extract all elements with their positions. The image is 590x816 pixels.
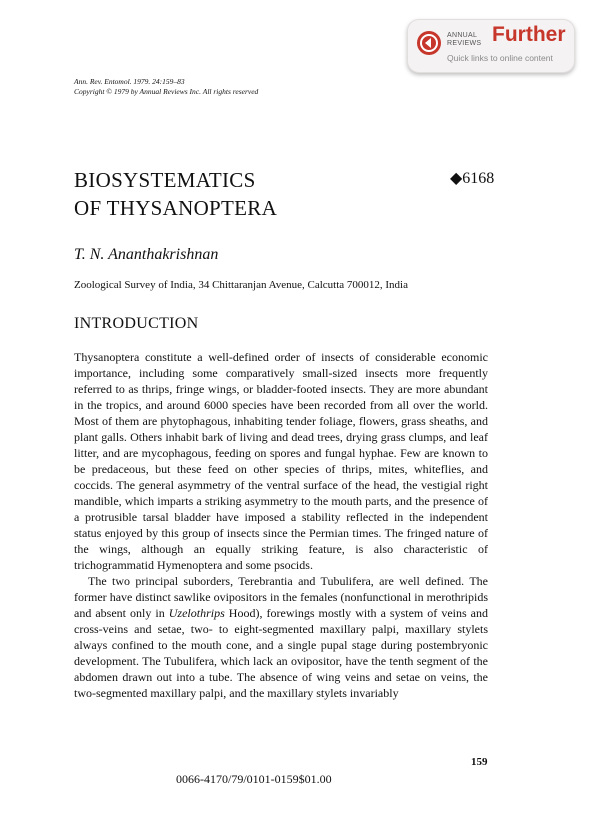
paragraph-2: The two principal suborders, Terebrantia and Tubulifera, are well defined. The former have distinct sawlike ovipositors in the females (nonfunctional in merothripids and absent only in Uzelothrips Hood), forewings mostly with a system of veins and cross-veins and setae, two- to eight-segmented maxillary palpi, maxillary stylets always confined to the mouth cone, and a single pupal stage during postembryonic development. The Tubulifera, which lack an ovipositor, have the tenth segment of the abdomen drawn out into a tube. The absence of wing veins and setae on veins, the two-segmented maxillary palpi, and the maxillary stylets invariably	[74, 574, 488, 700]
footer-code: 0066-4170/79/0101-0159$01.00	[176, 772, 332, 786]
page-number: 159	[471, 756, 488, 768]
article-code: ◆6168	[450, 170, 495, 187]
citation-journal: Ann. Rev. Entomol. 1979. 24:159–83	[74, 77, 185, 86]
section-heading: INTRODUCTION	[74, 315, 199, 332]
author-name: T. N. Ananthakrishnan	[74, 246, 219, 263]
citation-copyright: Copyright © 1979 by Annual Reviews Inc. All rights reserved	[74, 87, 259, 96]
annual-reviews-further-banner[interactable]	[407, 19, 575, 73]
annual-reviews-logo-text: ANNUAL REVIEWS	[447, 32, 482, 47]
article-title: BIOSYSTEMATICS OF THYSANOPTERA	[74, 168, 278, 220]
further-subtitle: Quick links to online content	[447, 53, 553, 63]
citation	[74, 77, 258, 97]
play-icon	[417, 31, 441, 55]
author-affiliation: Zoological Survey of India, 34 Chittaranjan Avenue, Calcutta 700012, India	[74, 279, 408, 291]
further-label: Further	[492, 23, 566, 46]
paragraph-1: Thysanoptera constitute a well-defined order of insects of considerable economic importance, including some comparatively small-sized insects more frequently referred to as thrips, fringe wings, or bladder-footed insects. They are more abundant in the tropics, and around 6000 species have been recorded from all over the world. Most of them are phytophagous, inhabiting tender foliage, flowers, grass sheaths, and plant galls. Others inhabit bark of living and dead trees, drying grass clumps, and leaf litter, and are mycophagous, feeding on spores and fungal hyphae. Few are known to be predaceous, but these feed on other species of thrips, mites, whiteflies, and coccids. The general asymmetry of the ventral surface of the head, the vestigial right mandible, which imparts a striking asymmetry to the mouth parts, and the presence of a protrusible tarsal bladder have imposed a stability reflected in the independent status enjoyed by this group of insects since the Permian times. The fringed nature of the wings, although an equally striking feature, is also characteristic of trichogrammatid Hymenoptera and some psocids.	[74, 350, 488, 572]
body-text	[74, 349, 488, 701]
